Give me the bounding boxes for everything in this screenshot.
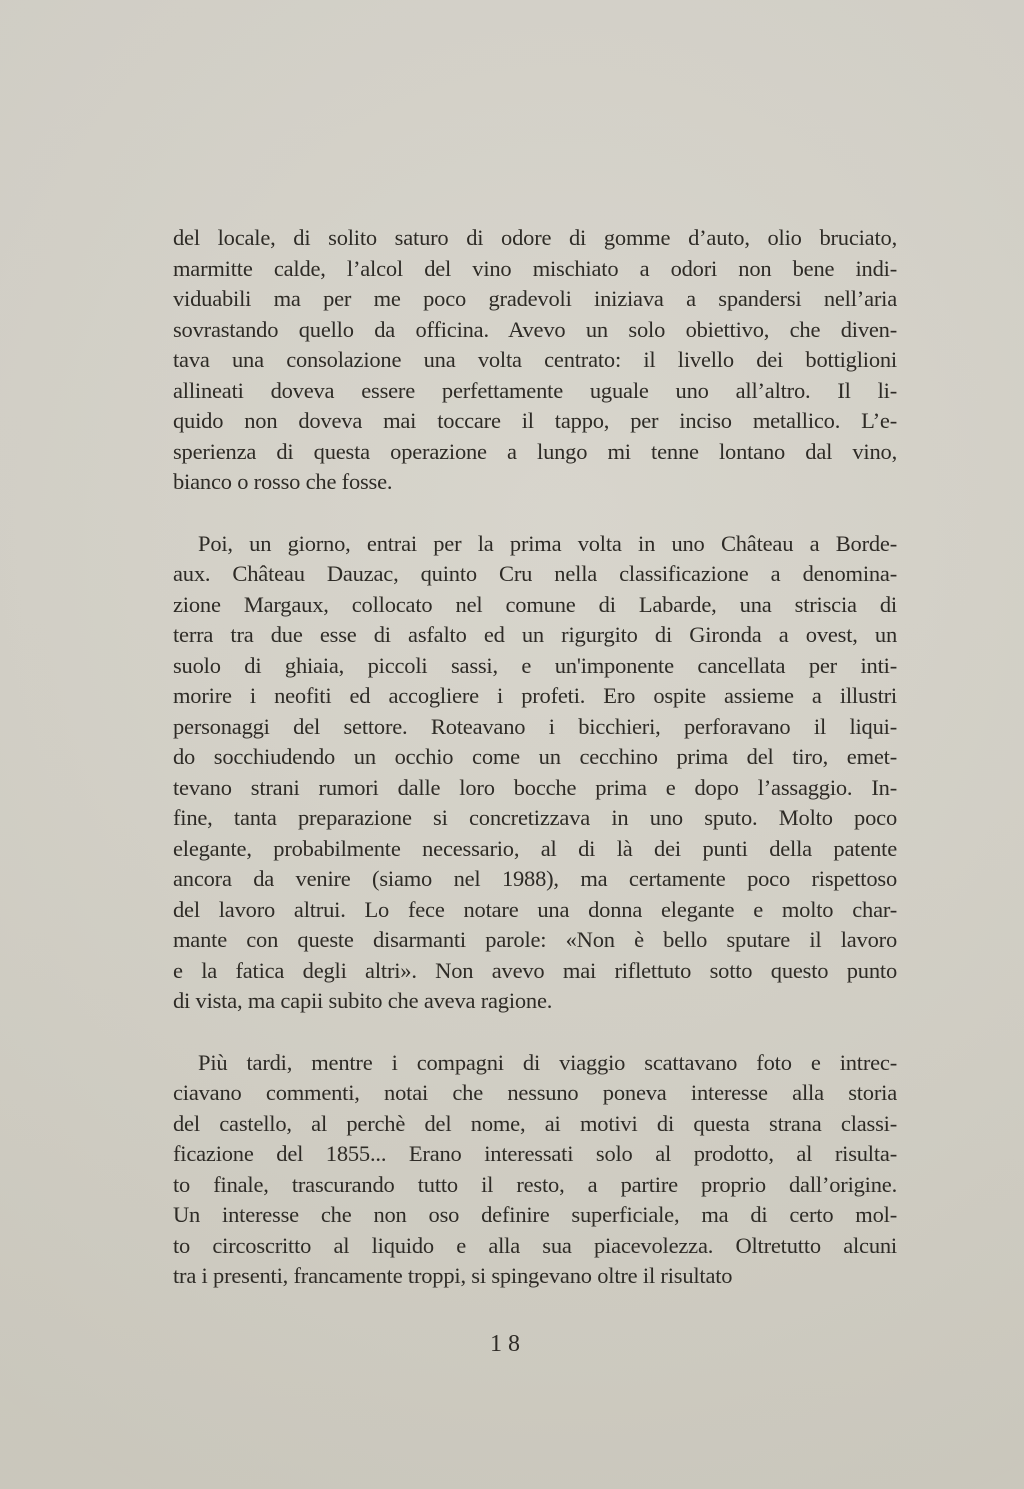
text-line: quido non doveva mai toccare il tappo, per inciso metallico. L’e-	[173, 408, 897, 433]
text-line: tevano strani rumori dalle loro bocche prima e dopo l’assaggio. In-	[173, 774, 897, 800]
text-line: del castello, al perchè del nome, ai motivi di questa strana classi-	[173, 1110, 897, 1136]
text-line: del locale, di solito saturo di odore di gomme d’auto, olio bruciato,	[173, 225, 897, 250]
text-line: e la fatica degli altri». Non avevo mai riflettuto sotto questo punto	[173, 957, 897, 983]
page-number: 18	[490, 1331, 526, 1357]
text-line: ficazione del 1855... Erano interessati solo al prodotto, al risulta-	[173, 1141, 897, 1166]
paragraph-2	[173, 529, 897, 1017]
text-line: allineati doveva essere perfettamente uguale uno all’altro. Il li-	[173, 377, 897, 403]
text-line: di vista, ma capii subito che aveva ragione.	[173, 988, 553, 1013]
text-line: tra i presenti, francamente troppi, si spingevano oltre il risultato	[173, 1263, 733, 1288]
text-line: viduabili ma per me poco gradevoli iniziava a spandersi nell’aria	[173, 286, 897, 311]
text-line: Più tardi, mentre i compagni di viaggio scattavano foto e intrec-	[198, 1049, 897, 1075]
text-line: marmitte calde, l’alcol del vino mischiato a odori non bene indi-	[173, 255, 897, 281]
text-line: mante con queste disarmanti parole: «Non è bello sputare il lavoro	[173, 927, 897, 952]
text-line: ciavano commenti, notai che nessuno poneva interesse alla storia	[173, 1080, 897, 1105]
text-line: fine, tanta preparazione si concretizzava in uno sputo. Molto poco	[173, 805, 897, 830]
text-line: to finale, trascurando tutto il resto, a partire proprio dall’origine.	[173, 1171, 897, 1197]
text-line: suolo di ghiaia, piccoli sassi, e un'imponente cancellata per inti-	[173, 652, 897, 678]
text-line: zione Margaux, collocato nel comune di Labarde, una striscia di	[173, 591, 897, 617]
text-line: ancora da venire (siamo nel 1988), ma certamente poco rispettoso	[173, 866, 897, 891]
text-line: morire i neofiti ed accogliere i profeti. Ero ospite assieme a illustri	[173, 683, 897, 708]
text-line: Un interesse che non oso definire superficiale, ma di certo mol-	[173, 1202, 897, 1227]
page-text-block	[173, 223, 897, 1292]
text-line: to circoscritto al liquido e alla sua piacevolezza. Oltretutto alcuni	[173, 1232, 897, 1258]
text-line: Poi, un giorno, entrai per la prima volta in uno Château a Borde-	[198, 530, 897, 556]
text-line: aux. Château Dauzac, quinto Cru nella classificazione a denomina-	[173, 561, 897, 586]
text-line: do socchiudendo un occhio come un cecchino prima del tiro, emet-	[173, 744, 897, 769]
paragraph-1	[173, 223, 897, 498]
text-line: terra tra due esse di asfalto ed un rigurgito di Gironda a ovest, un	[173, 622, 897, 647]
text-line: tava una consolazione una volta centrato: il livello dei bottiglioni	[173, 347, 897, 372]
text-line: bianco o rosso che fosse.	[173, 469, 393, 494]
text-line: sperienza di questa operazione a lungo mi tenne lontano dal vino,	[173, 438, 897, 464]
text-line: del lavoro altrui. Lo fece notare una donna elegante e molto char-	[173, 896, 897, 922]
text-line: elegante, probabilmente necessario, al di là dei punti della patente	[173, 835, 897, 861]
paragraph-3	[173, 1048, 897, 1292]
text-line: sovrastando quello da officina. Avevo un solo obiettivo, che diven-	[173, 316, 897, 342]
text-line: personaggi del settore. Roteavano i bicchieri, perforavano il liqui-	[173, 713, 897, 739]
